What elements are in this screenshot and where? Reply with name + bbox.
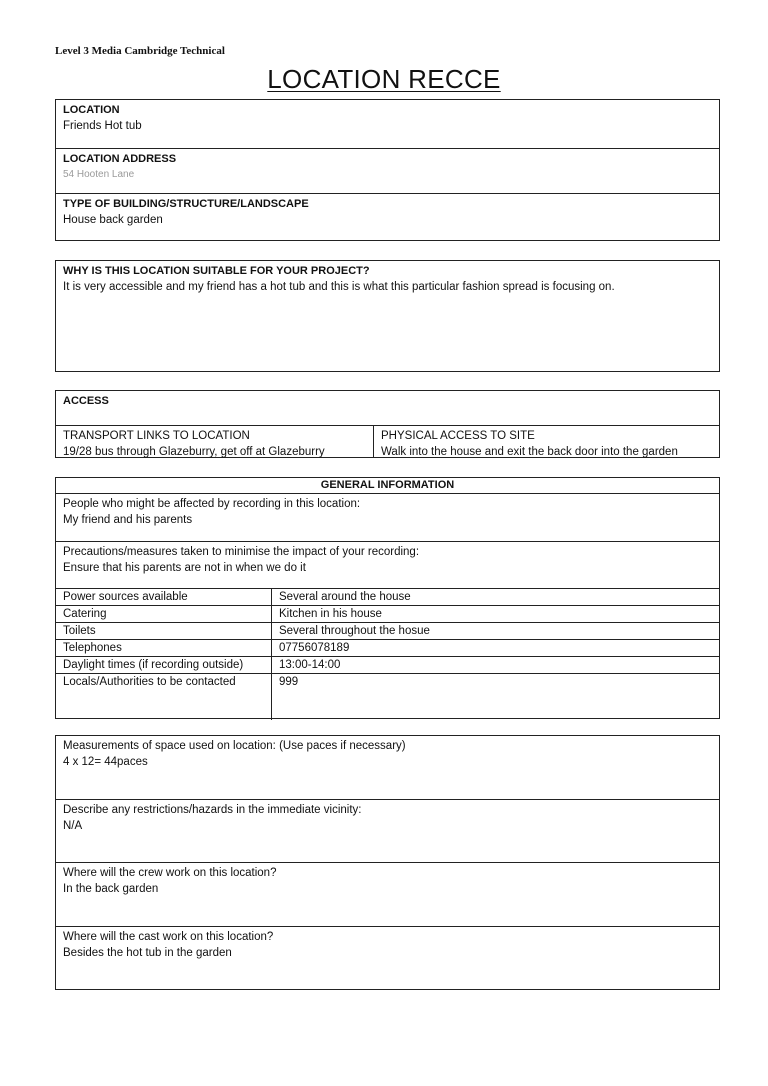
physical-access-cell xyxy=(374,426,719,457)
facility-value: Kitchen in his house xyxy=(272,606,720,623)
access-section xyxy=(55,390,720,458)
building-type-row xyxy=(56,194,719,240)
facility-value: Several around the house xyxy=(272,589,720,606)
measurements-row xyxy=(56,736,719,800)
course-header: Level 3 Media Cambridge Technical xyxy=(55,45,225,57)
facility-value: Several throughout the hosue xyxy=(272,623,720,640)
location-address-label: LOCATION ADDRESS xyxy=(63,153,177,165)
location-address-value: 54 Hooten Lane xyxy=(63,169,135,180)
facility-label: Toilets xyxy=(56,623,272,640)
facilities-table xyxy=(56,589,719,720)
facility-label: Daylight times (if recording outside) xyxy=(56,657,272,674)
location-row xyxy=(56,100,719,149)
table-row xyxy=(56,623,719,640)
physical-access-label: PHYSICAL ACCESS TO SITE xyxy=(381,430,535,442)
suitability-section xyxy=(55,260,720,372)
table-row xyxy=(56,589,719,606)
measurements-value: 4 x 12= 44paces xyxy=(63,756,148,768)
affected-row xyxy=(56,494,719,542)
cast-row xyxy=(56,927,719,988)
transport-label: TRANSPORT LINKS TO LOCATION xyxy=(63,430,250,442)
restrictions-row xyxy=(56,800,719,863)
access-label: ACCESS xyxy=(63,395,109,407)
precautions-label: Precautions/measures taken to minimise the impact of your recording: xyxy=(63,546,420,558)
page-title xyxy=(0,64,768,95)
table-row xyxy=(56,674,719,721)
location-address-row xyxy=(56,149,719,194)
page-title-text: LOCATION RECCE xyxy=(267,64,501,94)
cast-label: Where will the cast work on this location? xyxy=(63,931,274,943)
affected-label: People who might be affected by recording in this location: xyxy=(63,498,361,510)
facility-value: 13:00-14:00 xyxy=(272,657,720,674)
facility-label: Locals/Authorities to be contacted xyxy=(56,674,272,721)
restrictions-label: Describe any restrictions/hazards in the immediate vicinity: xyxy=(63,804,362,816)
suitability-row xyxy=(56,261,719,371)
crew-row xyxy=(56,863,719,927)
location-label: LOCATION xyxy=(63,104,120,116)
access-heading-row xyxy=(56,391,719,426)
restrictions-value: N/A xyxy=(63,820,83,832)
measurements-label: Measurements of space used on location: (Use paces if necessary) xyxy=(63,740,406,752)
suitability-value: It is very accessible and my friend has a hot tub and this is what this particular fashion spread is focusing on. xyxy=(63,281,615,293)
affected-value: My friend and his parents xyxy=(63,514,193,526)
transport-value: 19/28 bus through Glazeburry, get off at Glazeburry xyxy=(63,446,325,458)
access-split-row xyxy=(56,426,719,457)
facility-label: Telephones xyxy=(56,640,272,657)
facility-value: 07756078189 xyxy=(272,640,720,657)
general-info-section xyxy=(55,477,720,719)
table-row xyxy=(56,606,719,623)
facility-value: 999 xyxy=(272,674,720,721)
cast-value: Besides the hot tub in the garden xyxy=(63,947,232,959)
crew-label: Where will the crew work on this location? xyxy=(63,867,277,879)
transport-cell xyxy=(56,426,374,457)
location-value: Friends Hot tub xyxy=(63,120,142,132)
building-type-value: House back garden xyxy=(63,214,163,226)
suitability-label: WHY IS THIS LOCATION SUITABLE FOR YOUR PROJECT? xyxy=(63,265,370,277)
details-section xyxy=(55,735,720,990)
table-row xyxy=(56,640,719,657)
facility-label: Power sources available xyxy=(56,589,272,606)
location-section xyxy=(55,99,720,241)
precautions-value: Ensure that his parents are not in when we do it xyxy=(63,562,306,574)
physical-access-value: Walk into the house and exit the back door into the garden xyxy=(381,446,678,458)
precautions-row xyxy=(56,542,719,589)
table-row xyxy=(56,657,719,674)
crew-value: In the back garden xyxy=(63,883,159,895)
general-info-heading: GENERAL INFORMATION xyxy=(56,478,719,494)
building-type-label: TYPE OF BUILDING/STRUCTURE/LANDSCAPE xyxy=(63,198,309,210)
facility-label: Catering xyxy=(56,606,272,623)
